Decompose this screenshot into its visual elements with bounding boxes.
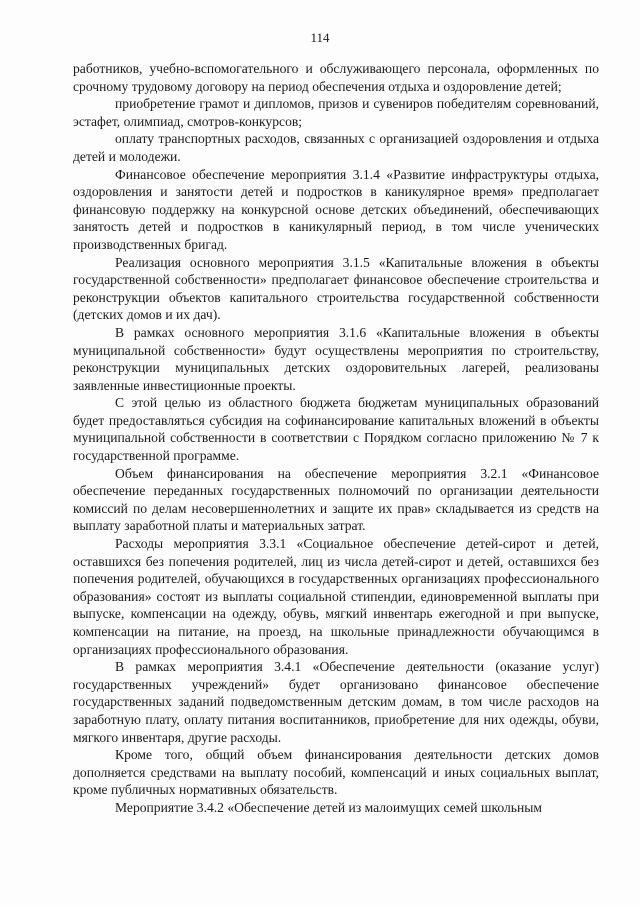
paragraph: С этой целью из областного бюджета бюджетам муниципальных образований будет предоставляться субсидия на софинансирование капитальных вложений в объекты муниципальной собственности в соответствии с Порядком согласно приложению № 7 к государственной программе. bbox=[73, 395, 599, 464]
body-text bbox=[73, 60, 599, 817]
paragraph: Объем финансирования на обеспечение мероприятия 3.2.1 «Финансовое обеспечение переданных государственных полномочий по организации деятельности комиссий по делам несовершеннолетних и защите их прав» складывается из средств на выплату заработной платы и материальных затрат. bbox=[73, 465, 599, 534]
paragraph: оплату транспортных расходов, связанных с организацией оздоровления и отдыха детей и молодежи. bbox=[73, 131, 599, 164]
paragraph: работников, учебно-вспомогательного и обслуживающего персонала, оформленных по срочному трудовому договору на период обеспечения отдыха и оздоровление детей; bbox=[73, 61, 599, 94]
paragraph: Расходы мероприятия 3.3.1 «Социальное обеспечение детей-сирот и детей, оставшихся без попечения родителей, лиц из числа детей-сирот и детей, оставшихся без попечения родителей, обучающихся в государственных организациях профессионального образования» состоят из выплаты социальной стипендии, единовременной выплаты при выпуске, компенсации на одежду, обувь, мягкий инвентарь ежегодной и при выпуске, компенсации на питание, на проезд, на школьные принадлежности обучающимся в организациях профессионального образования. bbox=[73, 536, 599, 657]
paragraph: Мероприятие 3.4.2 «Обеспечение детей из малоимущих семей школьным bbox=[115, 799, 542, 815]
page-number: 114 bbox=[310, 30, 330, 45]
paragraph: В рамках мероприятия 3.4.1 «Обеспечение деятельности (оказание услуг) государственных учреждений» будет организовано финансовое обеспечение государственных заданий подведомственным детским домам, в том числе расходов на заработную плату, оплату питания воспитанников, приобретение для них одежды, обуви, мягкого инвентаря, другие расходы. bbox=[73, 659, 599, 745]
paragraph: Финансовое обеспечение мероприятия 3.1.4 «Развитие инфраструктуры отдыха, оздоровления и занятости детей и подростков в каникулярное время» предполагает финансовую поддержку на конкурсной основе детских объединений, обеспечивающих занятость детей и подростков в каникулярный период, в том числе ученических производственных бригад. bbox=[73, 166, 599, 252]
paragraph: Кроме того, общий объем финансирования деятельности детских домов дополняется средствами на выплату пособий, компенсаций и иных социальных выплат, кроме публичных нормативных обязательств. bbox=[73, 747, 599, 798]
paragraph: В рамках основного мероприятия 3.1.6 «Капитальные вложения в объекты муниципальной собственности» будут осуществлены мероприятия по строительству, реконструкции муниципальных детских оздоровительных лагерей, реализованы заявленные инвестиционные проекты. bbox=[73, 324, 599, 393]
paragraph: Реализация основного мероприятия 3.1.5 «Капитальные вложения в объекты государственной собственности» предполагает финансовое обеспечение строительства и реконструкции объектов капитального строительства государственной собственности (детских домов и их дач). bbox=[73, 254, 599, 323]
paragraph: приобретение грамот и дипломов, призов и сувениров победителям соревнований, эстафет, олимпиад, смотров-конкурсов; bbox=[73, 96, 599, 129]
